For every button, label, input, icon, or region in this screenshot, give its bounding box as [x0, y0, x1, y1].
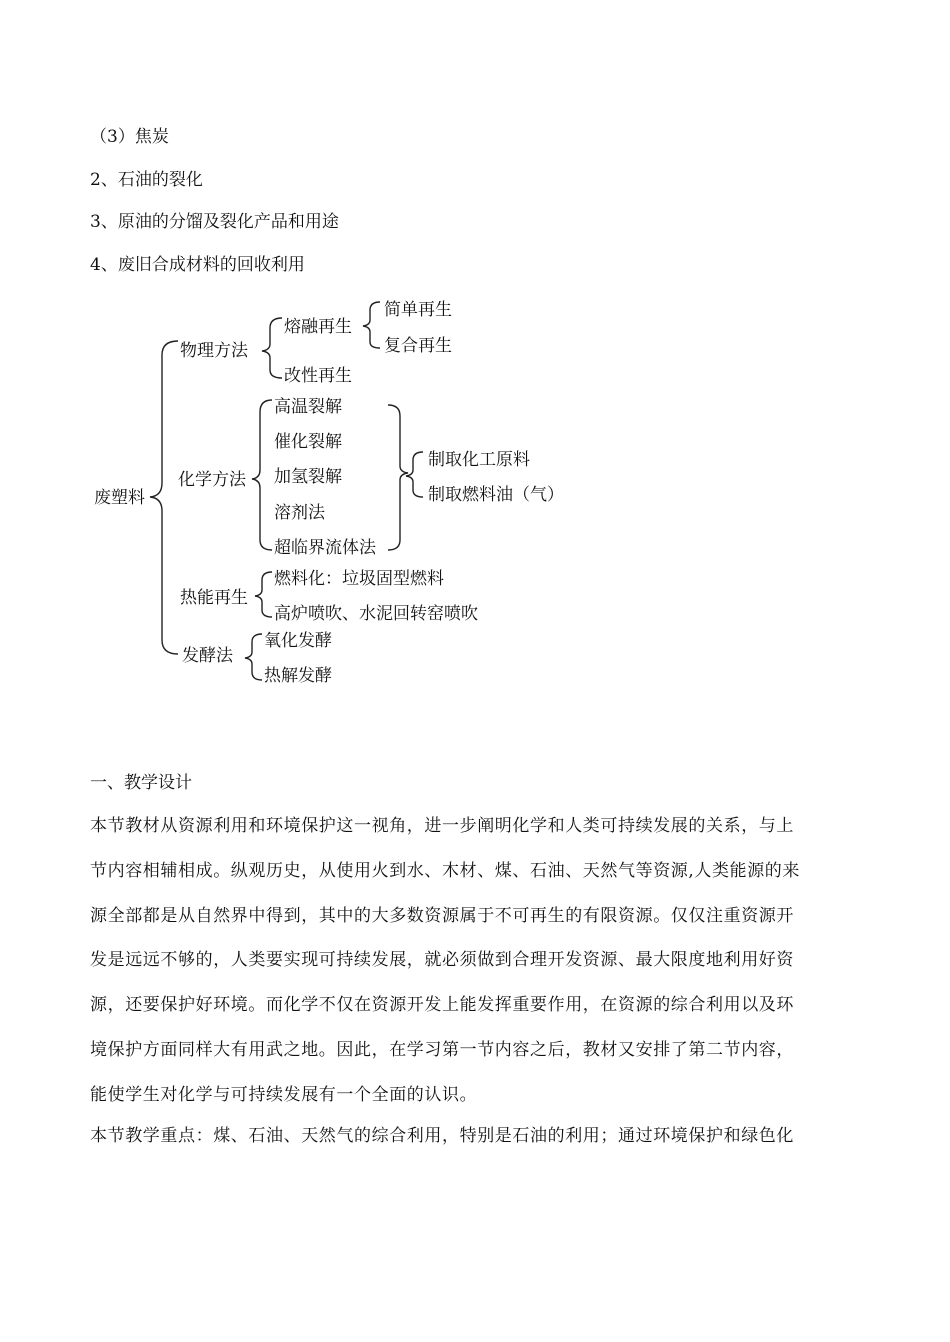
- ferment-item-oxidation: 氧化发酵: [264, 631, 332, 651]
- outline-item-coke: （3）焦炭: [90, 127, 169, 147]
- chemical-brace: [252, 400, 272, 550]
- thermal-brace: [255, 572, 272, 617]
- thermal-regeneration-label: 热能再生: [180, 588, 248, 608]
- paragraph-line: 能使学生对化学与可持续发展有一个全面的认识。: [90, 1085, 478, 1105]
- paragraph-line: 源，还要保护好环境。而化学不仅在资源开发上能发挥重要作用，在资源的综合利用以及环: [90, 995, 794, 1015]
- physical-brace: [262, 318, 282, 378]
- melt-regeneration-label: 熔融再生: [284, 317, 352, 337]
- outline-item-waste-recycling: 4、废旧合成材料的回收利用: [90, 255, 305, 275]
- physical-method-label: 物理方法: [180, 341, 248, 361]
- outline-item-petroleum-cracking: 2、石油的裂化: [90, 170, 203, 190]
- ferment-brace: [245, 634, 262, 680]
- teaching-focus-line: 本节教学重点：煤、石油、天然气的综合利用，特别是石油的利用；通过环境保护和绿色化: [90, 1126, 794, 1146]
- thermal-item-injection: 高炉喷吹、水泥回转窑喷吹: [274, 604, 478, 624]
- modified-regeneration-label: 改性再生: [284, 366, 352, 386]
- paragraph-line: 节内容相辅相成。纵观历史，从使用火到水、木材、煤、石油、天然气等资源,人类能源的来: [90, 861, 801, 881]
- chemical-close-brace: [388, 405, 408, 550]
- products-brace: [406, 452, 423, 497]
- section-heading: 一、教学设计: [90, 773, 192, 793]
- paragraph-line: 境保护方面同样大有用武之地。因此，在学习第一节内容之后，教材又安排了第二节内容，: [90, 1040, 794, 1060]
- paragraph-line: 发是远远不够的，人类要实现可持续发展，就必须做到合理开发资源、最大限度地利用好资: [90, 950, 794, 970]
- outline-item-crude-oil-distillation: 3、原油的分馏及裂化产品和用途: [90, 212, 339, 232]
- root-brace: [150, 341, 178, 654]
- paragraph-line: 源全部都是从自然界中得到，其中的大多数资源属于不可再生的有限资源。仅仅注重资源开: [90, 906, 794, 926]
- melt-brace: [363, 302, 380, 348]
- simple-regeneration-label: 简单再生: [384, 300, 452, 320]
- chemical-item-solvent: 溶剂法: [274, 503, 325, 523]
- chemical-item-high-temp: 高温裂解: [274, 397, 342, 417]
- chemical-method-label: 化学方法: [178, 470, 246, 490]
- paragraph-line: 本节教材从资源利用和环境保护这一视角，进一步阐明化学和人类可持续发展的关系，与上: [90, 816, 794, 836]
- chemical-item-supercritical: 超临界流体法: [274, 538, 376, 558]
- diagram-root-label: 废塑料: [94, 488, 145, 508]
- compound-regeneration-label: 复合再生: [384, 336, 452, 356]
- product-fuel-oil: 制取燃料油（气）: [428, 485, 564, 505]
- chemical-item-catalytic: 催化裂解: [274, 432, 342, 452]
- thermal-item-fuelization: 燃料化：垃圾固型燃料: [274, 569, 444, 589]
- chemical-item-hydrogenation: 加氢裂解: [274, 467, 342, 487]
- fermentation-label: 发酵法: [182, 646, 233, 666]
- ferment-item-pyrolysis: 热解发酵: [264, 666, 332, 686]
- product-chemical-raw-materials: 制取化工原料: [428, 450, 530, 470]
